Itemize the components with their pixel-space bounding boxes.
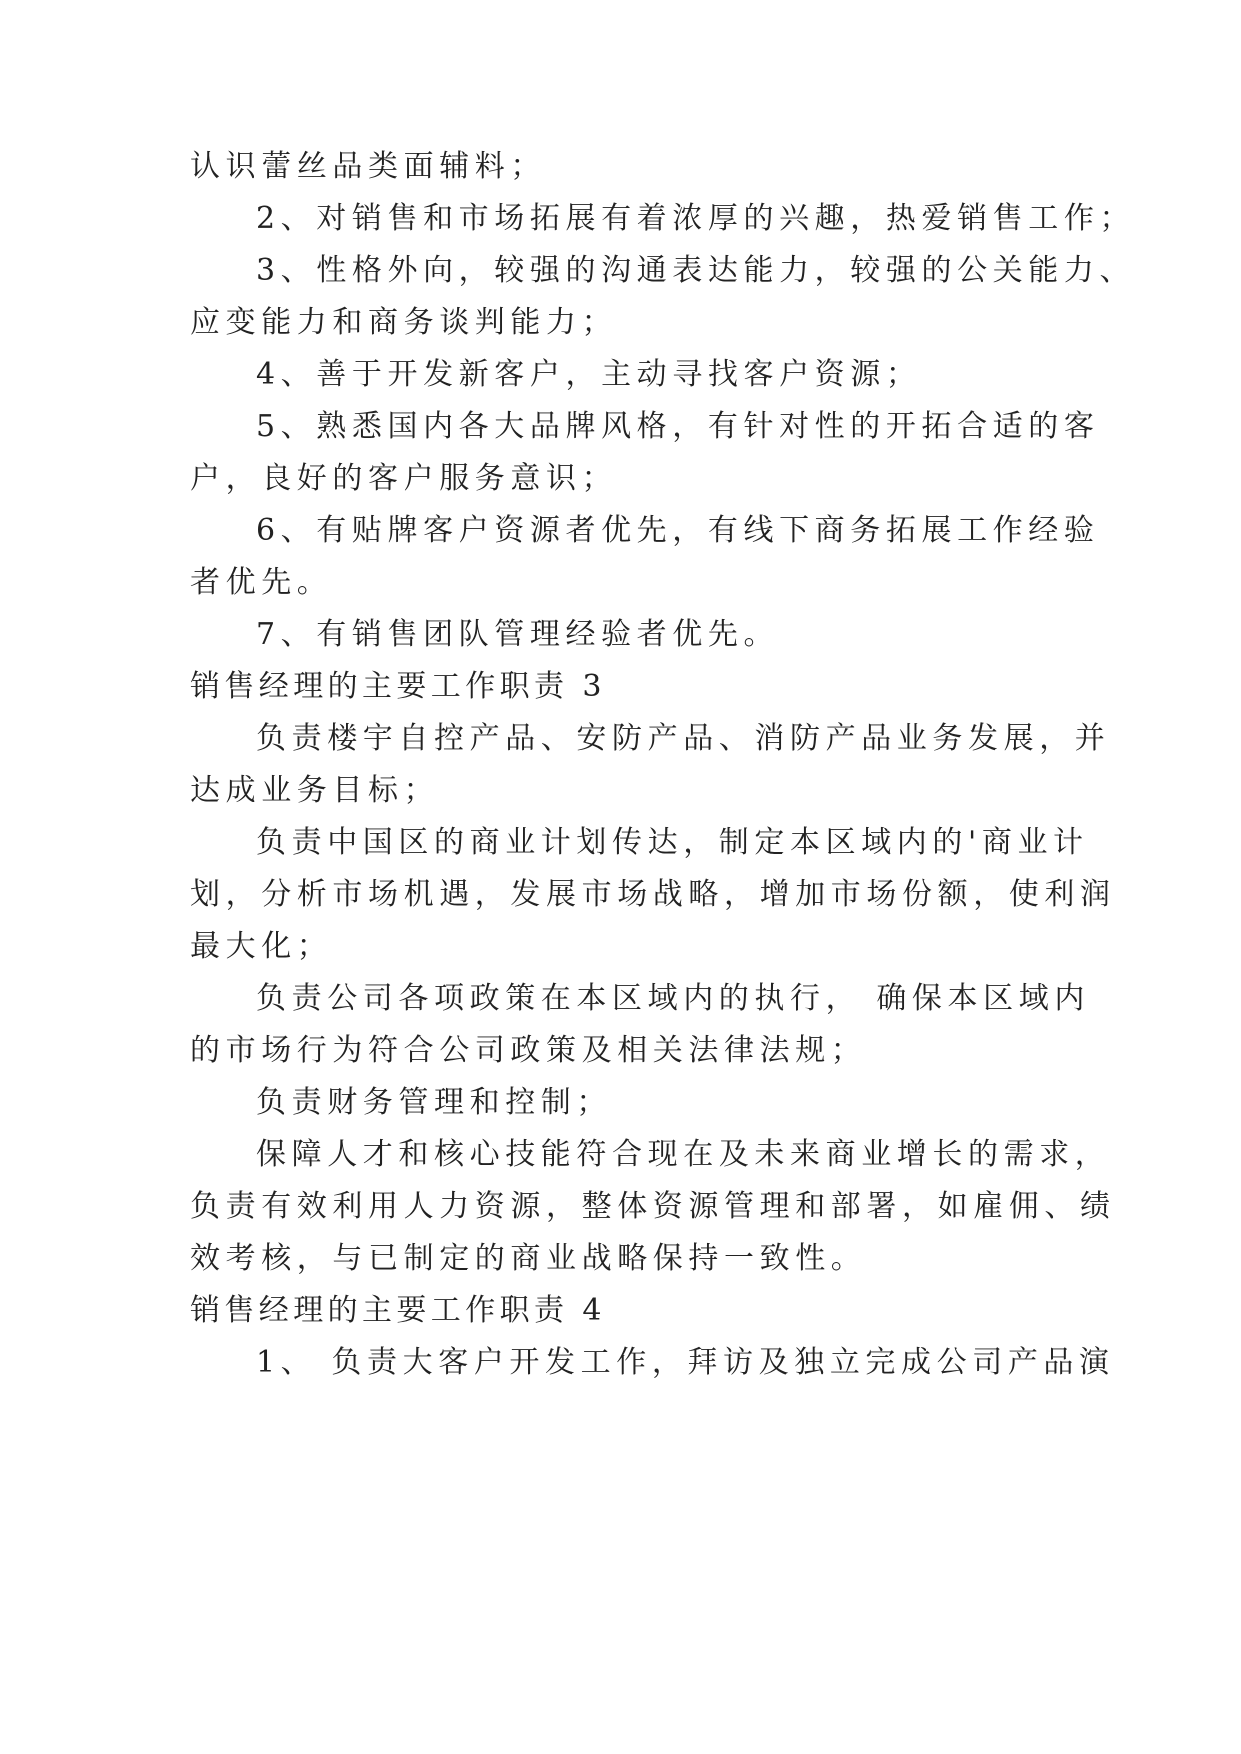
body-text-line: 负责有效利用人力资源，整体资源管理和部署，如雇佣、绩 xyxy=(190,1189,1116,1224)
section-heading-3: 销售经理的主要工作职责 3 xyxy=(190,669,606,704)
body-paragraph-line: 保障人才和核心技能符合现在及未来商业增长的需求， xyxy=(256,1137,1111,1172)
list-item-3: 3、性格外向，较强的沟通表达能力，较强的公关能力、 xyxy=(256,253,1136,288)
body-text-line: 效考核，与已制定的商业战略保持一致性。 xyxy=(190,1241,867,1276)
body-text-line: 者优先。 xyxy=(190,565,333,600)
body-paragraph-line: 负责财务管理和控制； xyxy=(256,1085,612,1120)
list-item-4: 4、善于开发新客户，主动寻找客户资源； xyxy=(256,357,922,392)
body-text-line: 认识蕾丝品类面辅料； xyxy=(190,149,546,184)
list-item-7: 7、有销售团队管理经验者优先。 xyxy=(256,617,780,652)
body-paragraph-line: 负责公司各项政策在本区域内的执行， 确保本区域内 xyxy=(256,981,1090,1016)
body-text-line: 最大化； xyxy=(190,929,333,964)
body-text-line: 划，分析市场机遇，发展市场战略，增加市场份额，使利润 xyxy=(190,877,1116,912)
section-heading-4: 销售经理的主要工作职责 4 xyxy=(190,1293,606,1328)
body-text-line: 的市场行为符合公司政策及相关法律法规； xyxy=(190,1033,867,1068)
list-item-1: 1、 负责大客户开发工作，拜访及独立完成公司产品演 xyxy=(256,1345,1115,1380)
body-text-line: 应变能力和商务谈判能力； xyxy=(190,305,618,340)
list-item-6: 6、有贴牌客户资源者优先，有线下商务拓展工作经验 xyxy=(256,513,1100,548)
body-paragraph-line: 负责楼宇自控产品、安防产品、消防产品业务发展，并 xyxy=(256,721,1111,756)
list-item-2: 2、对销售和市场拓展有着浓厚的兴趣，热爱销售工作； xyxy=(256,201,1136,236)
list-item-5: 5、熟悉国内各大品牌风格，有针对性的开拓合适的客 xyxy=(256,409,1100,444)
body-paragraph-line: 负责中国区的商业计划传达，制定本区域内的'商业计 xyxy=(256,825,1089,860)
body-text-line: 达成业务目标； xyxy=(190,773,440,808)
body-text-line: 户，良好的客户服务意识； xyxy=(190,461,618,496)
